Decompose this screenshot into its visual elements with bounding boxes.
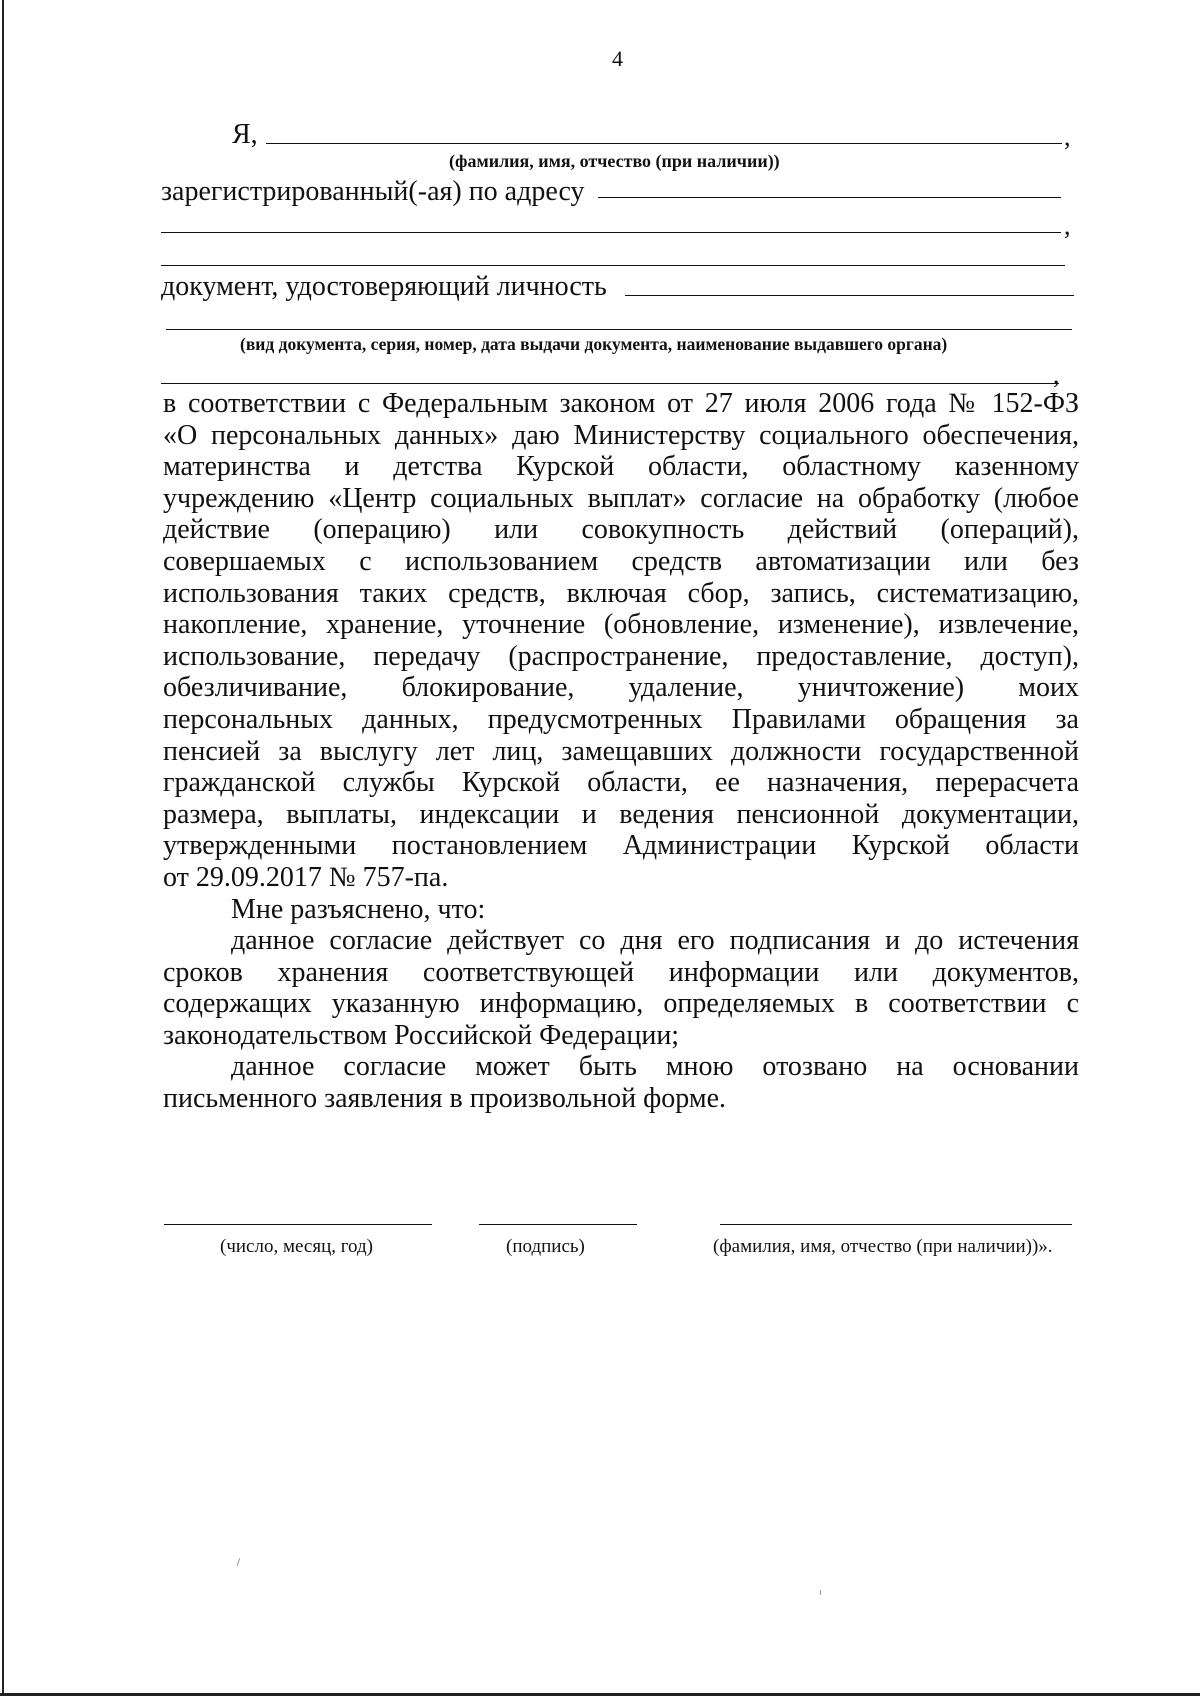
- id-doc-input-line-3[interactable]: [161, 383, 1059, 384]
- consent-line: утвержденными постановлением Администрации Курской области: [163, 830, 1079, 862]
- id-doc-input-line-2[interactable]: [166, 329, 1072, 330]
- signature-caption: (подпись): [506, 1236, 585, 1257]
- consent-line: совершаемых с использованием средств автоматизации или без: [163, 545, 1079, 577]
- clause1-line: данное согласие действует со дня его подписания и до истечения: [231, 925, 1079, 957]
- address-input-line-3[interactable]: [161, 265, 1065, 266]
- clause2-last-line: письменного заявления в произвольной форме.: [163, 1083, 727, 1115]
- consent-line: действие (операцию) или совокупность действий (операций),: [163, 514, 1079, 546]
- address-comma: ,: [1064, 211, 1071, 240]
- consent-line: накопление, хранение, уточнение (обновление, изменение), извлечение,: [163, 609, 1079, 641]
- fio-caption: (фамилия, имя, отчество (при наличии)): [449, 151, 780, 171]
- fio-signature-caption: (фамилия, имя, отчество (при наличии))».: [713, 1236, 1053, 1257]
- consent-line: «О персональных данных» даю Министерству социального обеспечения,: [163, 419, 1079, 451]
- consent-line: обезличивание, блокирование, удаление, уничтожение) моих: [163, 672, 1079, 704]
- consent-line: использования таких средств, включая сбор, запись, систематизацию,: [163, 577, 1079, 609]
- explained-heading: Мне разъяснено, что:: [231, 893, 486, 925]
- address-label: зарегистрированный(-ая) по адресу: [161, 176, 585, 207]
- consent-line: гражданской службы Курской области, ее назначения, перерасчета: [163, 767, 1079, 799]
- consent-line: размера, выплаты, индексации и ведения пенсионной документации,: [163, 798, 1079, 830]
- scan-speck: [820, 1590, 821, 1595]
- consent-paragraph: [163, 388, 1079, 1115]
- signature-input-line[interactable]: [479, 1224, 637, 1225]
- date-input-line[interactable]: [164, 1224, 432, 1225]
- date-caption: (число, месяц, год): [220, 1236, 374, 1257]
- consent-line: персональных данных, предусмотренных Правилами обращения за: [163, 703, 1079, 735]
- id-doc-input-line-1[interactable]: [625, 295, 1074, 296]
- consent-line: пенсией за выслугу лет лиц, замещавших должности государственной: [163, 735, 1079, 767]
- clause1-line: содержащих указанную информацию, определяемых в соответствии с: [163, 988, 1079, 1020]
- scan-speck: [237, 1558, 241, 1566]
- clause2-first-line: данное согласие может быть мною отозвано на основании: [231, 1051, 1079, 1083]
- fio-comma: ,: [1064, 122, 1071, 151]
- clause1-last-line: законодательством Российской Федерации;: [163, 1019, 680, 1051]
- fio-input-line[interactable]: [266, 143, 1062, 144]
- i-label: Я,: [232, 119, 258, 150]
- fio-signature-input-line[interactable]: [720, 1224, 1072, 1225]
- page-number: 4: [612, 46, 623, 71]
- consent-line: материнства и детства Курской области, областному казенному: [163, 451, 1079, 483]
- scan-edge-left: [2, 0, 4, 1696]
- address-input-line-2[interactable]: [161, 232, 1061, 233]
- id-doc-label: документ, удостоверяющий личность: [161, 271, 607, 302]
- consent-last-line: от 29.09.2017 № 757-па.: [163, 861, 449, 893]
- address-input-line-1[interactable]: [598, 197, 1061, 198]
- consent-line: учреждению «Центр социальных выплат» согласие на обработку (любое: [163, 482, 1079, 514]
- id-doc-comma: ,: [1053, 360, 1060, 389]
- id-doc-caption: (вид документа, серия, номер, дата выдачи документа, наименование выдавшего органа): [240, 334, 948, 354]
- consent-line: использование, передачу (распространение, предоставление, доступ),: [163, 640, 1079, 672]
- consent-line: в соответствии с Федеральным законом от 27 июля 2006 года № 152-ФЗ: [163, 388, 1079, 419]
- clause1-line: сроков хранения соответствующей информации или документов,: [163, 956, 1079, 988]
